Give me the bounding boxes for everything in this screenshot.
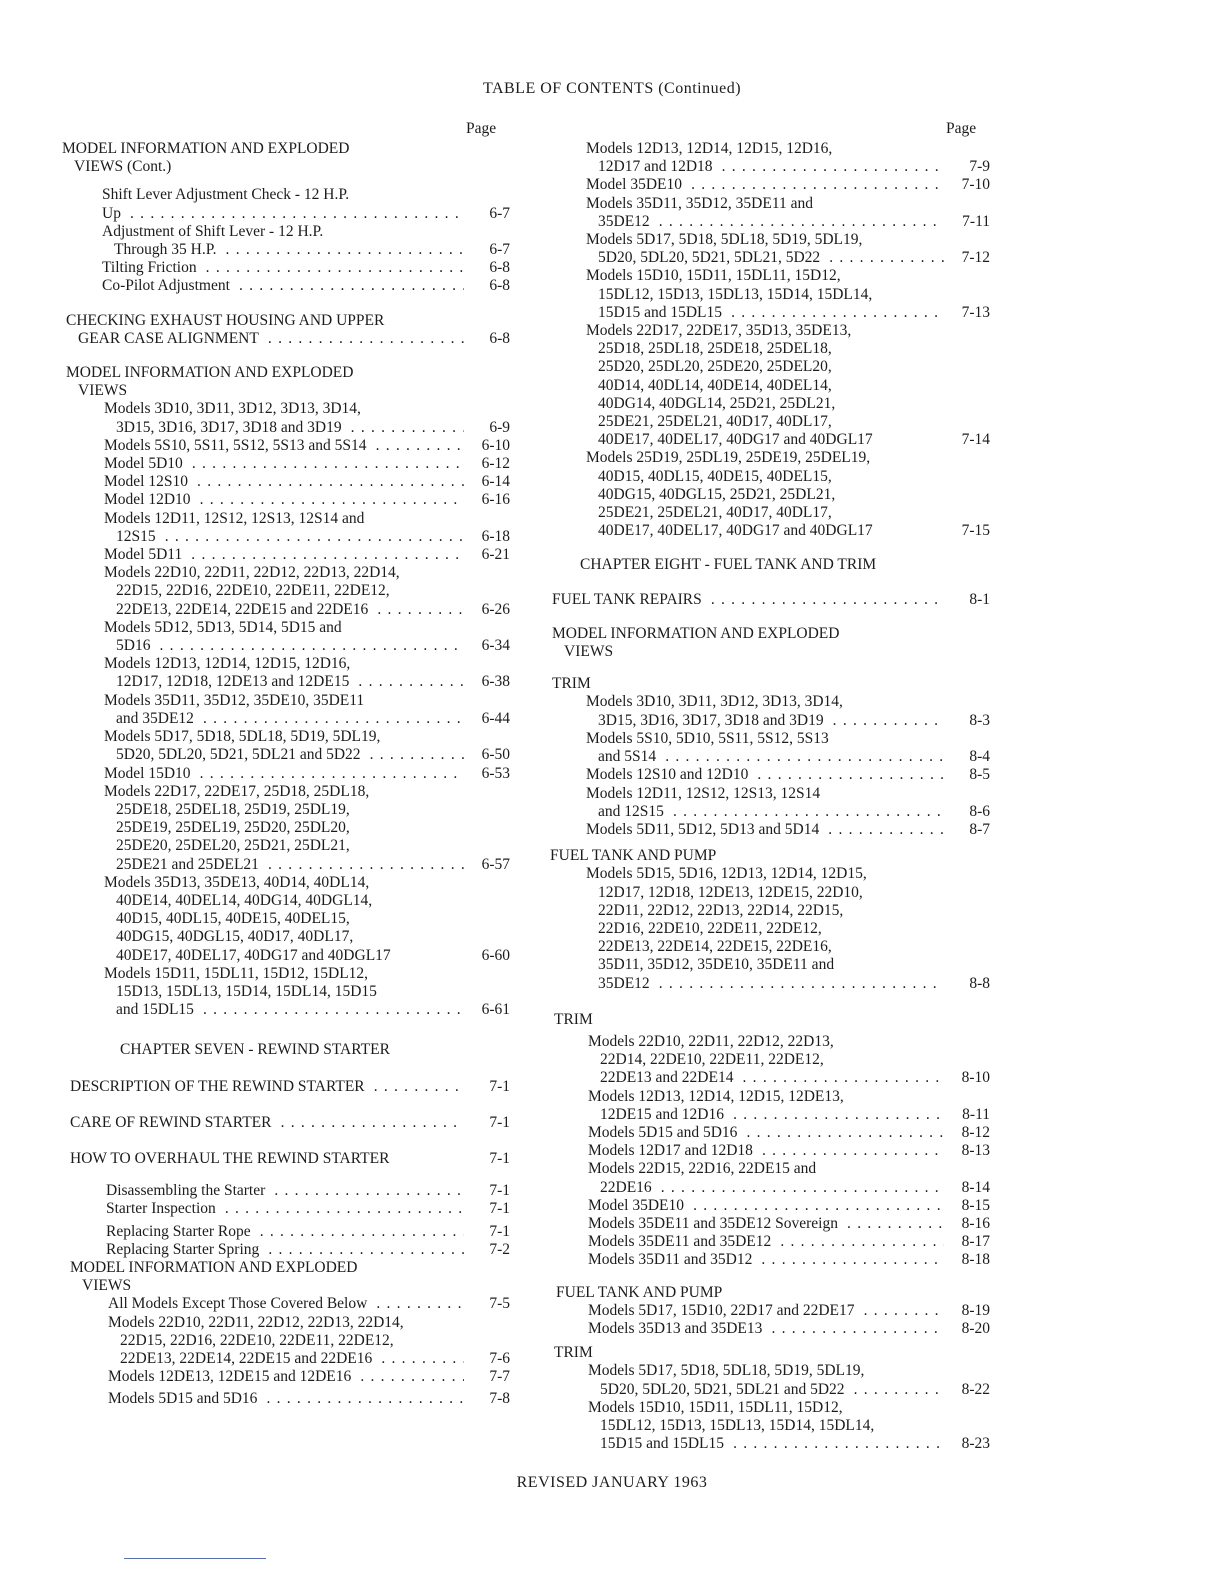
toc-entry[interactable] <box>62 673 510 691</box>
toc-entry-title: 22DE13, 22DE14, 22DE15 and 22DE16 <box>116 601 372 618</box>
toc-entry[interactable] <box>62 1368 510 1386</box>
toc-page-number: 7-6 <box>489 1349 510 1367</box>
toc-line: Models 15D11, 15DL11, 15D12, 15DL12, <box>104 964 369 982</box>
toc-line: Models 35D11, 35D12, 35DE11 and <box>586 194 814 212</box>
toc-line: 35D11, 35D12, 35DE10, 35DE11 and <box>598 956 835 974</box>
spacer <box>62 1060 510 1078</box>
toc-entry-title: Model 35DE10 <box>588 1197 688 1214</box>
toc-entry[interactable] <box>550 1302 990 1320</box>
toc-entry[interactable] <box>62 259 510 277</box>
toc-line: CHAPTER EIGHT - FUEL TANK AND TRIM <box>580 556 877 574</box>
toc-line: MODEL INFORMATION AND EXPLODED <box>552 624 840 642</box>
page-title: TABLE OF CONTENTS (Continued) <box>482 80 742 97</box>
toc-page-number: 8-20 <box>961 1319 990 1337</box>
toc-page-number: 6-21 <box>481 546 510 564</box>
toc-line: 25DE20, 25DEL20, 25D21, 25DL21, <box>116 837 350 855</box>
spacer <box>550 540 990 556</box>
toc-entry-title: 40DE17, 40DEL17, 40DG17 and 40DGL17 <box>598 522 877 539</box>
toc-entry-title: 35DE12 <box>598 213 654 230</box>
toc-line: Models 3D10, 3D11, 3D12, 3D13, 3D14, <box>586 693 843 711</box>
toc-entry[interactable] <box>550 158 990 176</box>
toc-page-number: 7-1 <box>489 1149 510 1167</box>
toc-entry[interactable] <box>550 1106 990 1124</box>
toc-line: Models 22D17, 22DE17, 35D13, 35DE13, <box>586 322 852 340</box>
toc-entry-title: Models 5D17, 15D10, 22D17 and 22DE17 <box>588 1302 859 1319</box>
toc-page-number: 6-50 <box>481 746 510 764</box>
toc-line: CHAPTER SEVEN - REWIND STARTER <box>120 1041 390 1059</box>
toc-entry[interactable] <box>62 1241 510 1259</box>
toc-entry[interactable] <box>62 330 510 348</box>
toc-entry-title: Replacing Starter Rope <box>106 1223 255 1240</box>
toc-entry[interactable] <box>550 1215 990 1233</box>
toc-page-number: 6-7 <box>489 241 510 259</box>
toc-entry[interactable] <box>550 304 990 322</box>
toc-page-number: 6-34 <box>481 637 510 655</box>
toc-line: 15DL12, 15D13, 15DL13, 15D14, 15DL14, <box>600 1417 875 1434</box>
spacer <box>550 839 990 847</box>
toc-entry-title: Tilting Friction <box>102 259 201 276</box>
toc-page-number: 8-1 <box>969 590 990 608</box>
toc-entry-title: 15D15 and 15DL15 <box>600 1435 728 1452</box>
toc-page-number: 8-8 <box>969 974 990 992</box>
toc-line: Models 5D17, 5D18, 5DL18, 5D19, 5DL19, <box>588 1362 865 1380</box>
toc-entry-title: All Models Except Those Covered Below <box>108 1295 371 1312</box>
toc-entry[interactable] <box>62 1114 510 1132</box>
toc-page-number: 7-2 <box>489 1240 510 1258</box>
toc-entry-title: Model 12S10 <box>104 473 192 490</box>
toc-entry-title: 3D15, 3D16, 3D17, 3D18 and 3D19 <box>116 419 346 436</box>
toc-line: 40D14, 40DL14, 40DE14, 40DEL14, <box>598 376 832 394</box>
toc-entry[interactable] <box>550 1435 990 1453</box>
toc-line: VIEWS (Cont.) <box>74 158 172 176</box>
toc-entry[interactable] <box>62 947 510 965</box>
spacer <box>62 1019 510 1041</box>
toc-line: Models 22D10, 22D11, 22D12, 22D13, 22D14, <box>108 1313 404 1331</box>
toc-entry[interactable] <box>62 1223 510 1241</box>
toc-entry-title: Co-Pilot Adjustment <box>102 277 234 294</box>
toc-entry-title: 22DE13 and 22DE14 <box>600 1069 737 1086</box>
toc-page-number: 6-57 <box>481 855 510 873</box>
toc-entry[interactable] <box>550 803 990 821</box>
toc-line: 15D13, 15DL13, 15D14, 15DL14, 15D15 <box>116 982 377 1000</box>
toc-line: MODEL INFORMATION AND EXPLODED <box>70 1258 358 1276</box>
toc-line: Shift Lever Adjustment Check - 12 H.P. <box>102 186 350 204</box>
toc-entry-title: 22DE16 <box>600 1179 656 1196</box>
toc-page-number: 8-17 <box>961 1233 990 1251</box>
toc-entry[interactable] <box>62 241 510 259</box>
spacer <box>550 993 990 1011</box>
toc-page-number: 7-1 <box>489 1182 510 1200</box>
toc-page-number: 8-12 <box>961 1123 990 1141</box>
spacer <box>62 296 510 312</box>
toc-line: Models 5D17, 5D18, 5DL18, 5D19, 5DL19, <box>586 231 863 249</box>
toc-line: FUEL TANK AND PUMP <box>556 1283 723 1301</box>
toc-page-number: 7-1 <box>489 1113 510 1131</box>
toc-entry-title: Models 12S10 and 12D10 <box>586 766 752 783</box>
spacer <box>550 1270 990 1284</box>
toc-page-number: 7-1 <box>489 1077 510 1095</box>
toc-entry-title: 12D17, 12D18, 12DE13 and 12DE15 <box>116 673 353 690</box>
toc-page-number: 6-26 <box>481 600 510 618</box>
toc-line: Models 12D11, 12S12, 12S13, 12S14 and <box>104 509 365 527</box>
toc-entry-title: CARE OF REWIND STARTER <box>70 1114 276 1131</box>
page-column-label-left: Page <box>466 120 497 137</box>
toc-entry-title: 5D16 <box>116 637 154 654</box>
toc-entry[interactable] <box>62 1200 510 1218</box>
toc-page-number: 7-9 <box>969 158 990 176</box>
toc-entry[interactable] <box>62 546 510 564</box>
toc-page-number: 6-16 <box>481 491 510 509</box>
toc-entry-title: 35DE12 <box>598 975 654 992</box>
toc-entry-title: HOW TO OVERHAUL THE REWIND STARTER <box>70 1150 393 1167</box>
toc-line: Models 22D17, 22DE17, 25D18, 25DL18, <box>104 782 370 800</box>
toc-page-number: 6-8 <box>489 277 510 295</box>
toc-entry-title: 5D20, 5DL20, 5D21, 5DL21, 5D22 <box>598 249 824 266</box>
toc-line: MODEL INFORMATION AND EXPLODED <box>62 140 350 157</box>
toc-page-number: 6-14 <box>481 473 510 491</box>
toc-entry[interactable] <box>62 473 510 491</box>
toc-line: 25DE21, 25DEL21, 40D17, 40DL17, <box>598 413 832 431</box>
toc-entry[interactable] <box>550 213 990 231</box>
toc-line: VIEWS <box>564 643 614 661</box>
toc-page-number: 8-18 <box>961 1251 990 1269</box>
toc-page-number: 6-44 <box>481 709 510 727</box>
toc-entry[interactable] <box>62 1078 510 1096</box>
toc-line: 40DE14, 40DEL14, 40DG14, 40DGL14, <box>116 891 373 909</box>
toc-entry-title: 25DE21 and 25DEL21 <box>116 856 263 873</box>
toc-entry-title: and 5S14 <box>598 748 660 765</box>
spacer <box>62 176 510 186</box>
toc-entry[interactable] <box>62 1150 510 1168</box>
spacer <box>550 575 990 591</box>
spacer <box>550 661 990 675</box>
toc-entry[interactable] <box>62 1390 510 1408</box>
toc-line: Models 5D15, 5D16, 12D13, 12D14, 12D15, <box>586 865 867 883</box>
toc-line: 22D15, 22D16, 22DE10, 22DE11, 22DE12, <box>116 582 390 600</box>
toc-entry[interactable] <box>62 1295 510 1313</box>
toc-entry-title: Models 12D17 and 12D18 <box>588 1142 757 1159</box>
toc-line: Models 22D10, 22D11, 22D12, 22D13, <box>588 1032 834 1050</box>
toc-entry[interactable] <box>550 249 990 267</box>
scan-mark <box>124 1558 266 1559</box>
toc-line: Models 3D10, 3D11, 3D12, 3D13, 3D14, <box>104 400 361 418</box>
toc-entry-title: Models 5D11, 5D12, 5D13 and 5D14 <box>586 821 823 838</box>
toc-line: 12D17, 12D18, 12DE13, 12DE15, 22D10, <box>598 883 863 901</box>
toc-line: 22DE13, 22DE14, 22DE15, 22DE16, <box>598 938 832 956</box>
toc-line: Adjustment of Shift Lever - 12 H.P. <box>102 222 324 240</box>
toc-page-number: 8-7 <box>969 820 990 838</box>
toc-entry[interactable] <box>62 856 510 874</box>
toc-entry[interactable] <box>550 1179 990 1197</box>
toc-right-column <box>550 140 990 1453</box>
toc-entry[interactable] <box>550 1251 990 1269</box>
toc-entry[interactable] <box>550 1069 990 1087</box>
toc-entry[interactable] <box>62 419 510 437</box>
toc-entry[interactable] <box>62 277 510 295</box>
toc-line: Models 25D19, 25DL19, 25DE19, 25DEL19, <box>586 449 871 467</box>
toc-line: 25D20, 25DL20, 25DE20, 25DEL20, <box>598 358 832 376</box>
toc-line: Models 15D10, 15D11, 15DL11, 15D12, <box>586 267 841 285</box>
toc-line: MODEL INFORMATION AND EXPLODED <box>66 364 354 382</box>
toc-entry-title: Up <box>102 205 125 222</box>
toc-entry[interactable] <box>62 1001 510 1019</box>
toc-line: TRIM <box>552 675 591 693</box>
toc-line: VIEWS <box>78 382 128 400</box>
toc-entry-title: Model 35DE10 <box>586 176 686 193</box>
toc-entry[interactable] <box>62 601 510 619</box>
toc-line: 22D15, 22D16, 22DE10, 22DE11, 22DE12, <box>120 1331 394 1349</box>
toc-line: Models 12D13, 12D14, 12D15, 12D16, <box>586 140 833 157</box>
toc-entry-title: DESCRIPTION OF THE REWIND STARTER <box>70 1078 369 1095</box>
toc-entry[interactable] <box>550 1320 990 1338</box>
toc-page-number: 6-38 <box>481 673 510 691</box>
toc-page-number: 7-10 <box>961 176 990 194</box>
toc-page-number: 7-15 <box>961 522 990 540</box>
toc-entry-title: Model 5D11 <box>104 546 186 563</box>
toc-entry-title: Disassembling the Starter <box>106 1182 269 1199</box>
toc-line: Models 5D12, 5D13, 5D14, 5D15 and <box>104 618 342 636</box>
toc-page-number: 6-8 <box>489 329 510 347</box>
toc-entry[interactable] <box>62 710 510 728</box>
toc-page-number: 8-10 <box>961 1069 990 1087</box>
toc-entry[interactable] <box>62 1182 510 1200</box>
toc-page-number: 7-14 <box>961 431 990 449</box>
toc-page-number: 6-9 <box>489 418 510 436</box>
toc-entry-title: and 15DL15 <box>116 1001 198 1018</box>
toc-page-number: 6-18 <box>481 527 510 545</box>
toc-line: Models 12D13, 12D14, 12D15, 12D16, <box>104 655 351 673</box>
toc-entry[interactable] <box>550 431 990 449</box>
toc-entry-title: Through 35 H.P. <box>114 241 220 258</box>
spacer <box>62 348 510 364</box>
toc-entry-title: GEAR CASE ALIGNMENT <box>78 330 263 347</box>
toc-line: Models 35D13, 35DE13, 40D14, 40DL14, <box>104 873 370 891</box>
toc-entry-title: 12D17 and 12D18 <box>598 158 717 175</box>
toc-page-number: 7-1 <box>489 1222 510 1240</box>
toc-entry-title: Models 35D11 and 35D12 <box>588 1251 756 1268</box>
toc-entry-title: Models 35DE11 and 35DE12 Sovereign <box>588 1215 842 1232</box>
toc-page-number: 6-53 <box>481 764 510 782</box>
toc-line: 25DE18, 25DEL18, 25D19, 25DL19, <box>116 800 350 818</box>
toc-entry-title: Models 5D15 and 5D16 <box>108 1390 261 1407</box>
toc-page-number: 7-13 <box>961 303 990 321</box>
toc-entry[interactable] <box>62 637 510 655</box>
toc-line: Models 5D17, 5D18, 5DL18, 5D19, 5DL19, <box>104 728 381 746</box>
toc-entry[interactable] <box>550 975 990 993</box>
toc-entry-title: Model 12D10 <box>104 491 195 508</box>
toc-entry-title: Replacing Starter Spring <box>106 1241 263 1258</box>
toc-entry-title: Models 5D15 and 5D16 <box>588 1124 741 1141</box>
toc-line: Models 5S10, 5D10, 5S11, 5S12, 5S13 <box>586 729 829 747</box>
spacer <box>62 1096 510 1114</box>
toc-entry[interactable] <box>62 746 510 764</box>
toc-entry-title: 22DE13, 22DE14, 22DE15 and 22DE16 <box>120 1350 376 1367</box>
toc-page-number: 7-12 <box>961 249 990 267</box>
toc-line: 15DL12, 15D13, 15DL13, 15D14, 15DL14, <box>598 285 873 303</box>
toc-entry[interactable] <box>62 491 510 509</box>
toc-page-number: 6-7 <box>489 204 510 222</box>
toc-entry[interactable] <box>62 1350 510 1368</box>
toc-page-number: 7-11 <box>962 212 990 230</box>
toc-line: TRIM <box>554 1344 593 1362</box>
toc-line: 25DE21, 25DEL21, 40D17, 40DL17, <box>598 504 832 522</box>
toc-page-number: 6-10 <box>481 436 510 454</box>
toc-page-number: 8-16 <box>961 1214 990 1232</box>
revision-footer: REVISED JANUARY 1963 <box>516 1474 708 1491</box>
toc-page-number: 6-12 <box>481 455 510 473</box>
toc-entry[interactable] <box>62 437 510 455</box>
page-column-label-right: Page <box>946 120 977 137</box>
toc-entry[interactable] <box>550 821 990 839</box>
toc-entry-title: 40DE17, 40DEL17, 40DG17 and 40DGL17 <box>598 431 877 448</box>
spacer <box>62 1132 510 1150</box>
toc-page-number: 7-8 <box>489 1390 510 1408</box>
toc-entry-title: 40DE17, 40DEL17, 40DG17 and 40DGL17 <box>116 947 395 964</box>
spacer <box>62 1168 510 1182</box>
toc-entry-title: Models 35D13 and 35DE13 <box>588 1320 766 1337</box>
toc-page-number: 8-14 <box>961 1178 990 1196</box>
toc-entry-title: 5D20, 5DL20, 5D21, 5DL21 and 5D22 <box>116 746 365 763</box>
toc-line: 40DG15, 40DGL15, 25D21, 25DL21, <box>598 485 836 503</box>
toc-line: 40D15, 40DL15, 40DE15, 40DEL15, <box>598 467 832 485</box>
toc-entry[interactable] <box>550 748 990 766</box>
toc-line: FUEL TANK AND PUMP <box>550 847 717 865</box>
toc-page-number: 6-8 <box>489 259 510 277</box>
toc-entry-title: Model 15D10 <box>104 765 195 782</box>
toc-entry[interactable] <box>62 455 510 473</box>
toc-entry[interactable] <box>62 528 510 546</box>
toc-left-column <box>62 140 510 1409</box>
toc-entry[interactable] <box>550 522 990 540</box>
toc-page-number: 8-3 <box>969 711 990 729</box>
toc-line: 40DG14, 40DGL14, 25D21, 25DL21, <box>598 394 836 412</box>
spacer <box>550 609 990 625</box>
toc-line: Models 15D10, 15D11, 15DL11, 15D12, <box>588 1398 843 1416</box>
toc-entry-title: and 12S15 <box>598 803 668 820</box>
toc-entry-title: Starter Inspection <box>106 1200 220 1217</box>
toc-line: 22D14, 22DE10, 22DE11, 22DE12, <box>600 1051 824 1069</box>
toc-entry[interactable] <box>550 1142 990 1160</box>
toc-entry-title: 12S15 <box>116 528 160 545</box>
toc-page-number: 6-60 <box>481 946 510 964</box>
toc-entry[interactable] <box>550 1197 990 1215</box>
toc-page-number: 8-23 <box>961 1435 990 1453</box>
toc-page-number: 7-1 <box>489 1200 510 1218</box>
toc-line: Models 12D13, 12D14, 12D15, 12DE13, <box>588 1087 844 1105</box>
toc-entry[interactable] <box>550 591 990 609</box>
toc-entry-title: Models 12DE13, 12DE15 and 12DE16 <box>108 1368 355 1385</box>
toc-entry-title: 12DE15 and 12D16 <box>600 1106 728 1123</box>
toc-line: Models 12D11, 12S12, 12S13, 12S14 <box>586 784 821 802</box>
toc-line: 40DG15, 40DGL15, 40D17, 40DL17, <box>116 928 354 946</box>
toc-page-number: 8-4 <box>969 748 990 766</box>
toc-line: 40D15, 40DL15, 40DE15, 40DEL15, <box>116 910 350 928</box>
toc-entry[interactable] <box>550 712 990 730</box>
toc-line: CHECKING EXHAUST HOUSING AND UPPER <box>66 311 385 329</box>
toc-entry[interactable] <box>550 1381 990 1399</box>
toc-entry-title: 3D15, 3D16, 3D17, 3D18 and 3D19 <box>598 712 828 729</box>
toc-entry-title: Models 5S10, 5S11, 5S12, 5S13 and 5S14 <box>104 437 371 454</box>
toc-page-number: 7-5 <box>489 1295 510 1313</box>
toc-entry[interactable] <box>550 766 990 784</box>
toc-line: VIEWS <box>82 1277 132 1295</box>
toc-page-number: 7-7 <box>489 1368 510 1386</box>
toc-page-number: 8-15 <box>961 1196 990 1214</box>
toc-entry[interactable] <box>62 205 510 223</box>
toc-entry[interactable] <box>62 765 510 783</box>
toc-line: TRIM <box>554 1010 593 1028</box>
toc-entry-title: Models 35DE11 and 35DE12 <box>588 1233 775 1250</box>
toc-entry-title: 15D15 and 15DL15 <box>598 304 726 321</box>
toc-entry[interactable] <box>550 1233 990 1251</box>
toc-page-number: 8-11 <box>962 1105 990 1123</box>
toc-page-number: 8-13 <box>961 1142 990 1160</box>
toc-page-number: 8-19 <box>961 1301 990 1319</box>
toc-entry-title: Model 5D10 <box>104 455 187 472</box>
toc-page-number: 6-61 <box>481 1001 510 1019</box>
toc-line: Models 35D11, 35D12, 35DE10, 35DE11 <box>104 691 365 709</box>
toc-line: 22D16, 22DE10, 22DE11, 22DE12, <box>598 919 822 937</box>
toc-line: 22D11, 22D12, 22D13, 22D14, 22D15, <box>598 901 844 919</box>
toc-line: 25D18, 25DL18, 25DE18, 25DEL18, <box>598 340 832 358</box>
toc-entry-title: and 35DE12 <box>116 710 198 727</box>
toc-line: Models 22D10, 22D11, 22D12, 22D13, 22D14, <box>104 564 400 582</box>
toc-page-number: 8-5 <box>969 766 990 784</box>
toc-entry[interactable] <box>550 176 990 194</box>
toc-page-number: 8-22 <box>961 1380 990 1398</box>
toc-entry-title: FUEL TANK REPAIRS <box>552 591 706 608</box>
toc-entry-title: 5D20, 5DL20, 5D21, 5DL21 and 5D22 <box>600 1381 849 1398</box>
toc-page-number: 8-6 <box>969 802 990 820</box>
toc-entry[interactable] <box>550 1124 990 1142</box>
toc-line: Models 22D15, 22D16, 22DE15 and <box>588 1160 817 1178</box>
toc-line: 25DE19, 25DEL19, 25D20, 25DL20, <box>116 819 350 837</box>
